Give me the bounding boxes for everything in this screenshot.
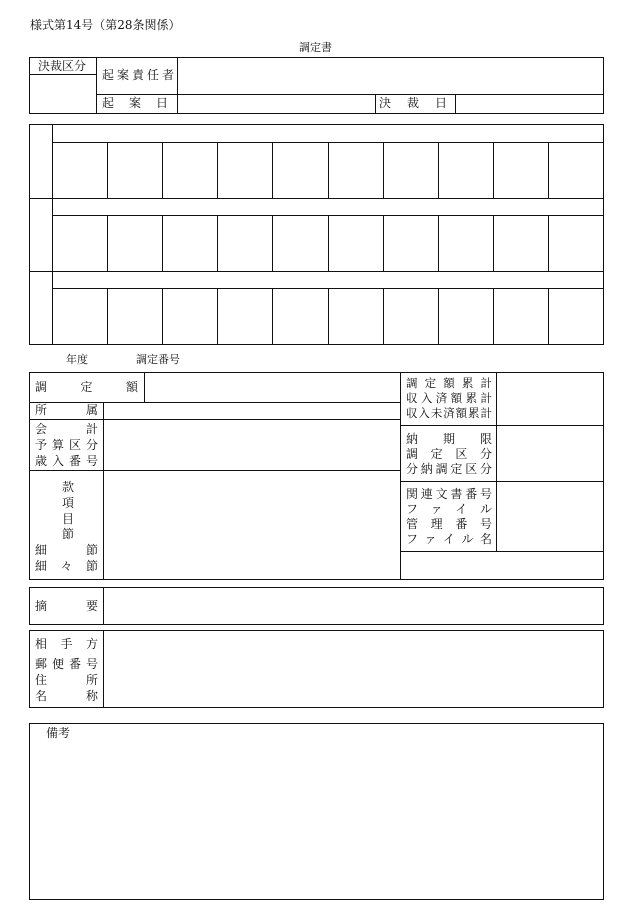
label-char: 号 <box>85 454 98 468</box>
label-char: 額 <box>450 391 463 405</box>
label-char: 収 <box>406 391 418 405</box>
nendo-label: 年度 <box>66 353 88 366</box>
label-char: 計 <box>480 391 492 405</box>
grid-divider <box>162 142 163 198</box>
label-char: 計 <box>85 422 98 436</box>
kessai-kubun-label: 決裁区分 <box>38 59 87 73</box>
meisho-label <box>35 690 98 703</box>
label-char: 調 <box>406 376 418 390</box>
tekiyo-label <box>35 600 98 613</box>
label-char: 任 <box>146 68 159 82</box>
label-char: 属 <box>85 403 98 417</box>
grid-divider <box>272 288 273 344</box>
label-char: 入 <box>420 391 433 405</box>
label-char: 相 <box>35 637 48 651</box>
label-char: ル <box>461 532 474 546</box>
label-char: 書 <box>450 487 463 501</box>
label-char: 定 <box>424 376 437 390</box>
label-char: 調 <box>35 380 48 394</box>
label-char: 所 <box>85 673 98 687</box>
grid-divider <box>328 142 329 198</box>
grid-divider <box>107 288 108 344</box>
label-char: 納 <box>420 462 433 476</box>
label-char: 会 <box>35 422 48 436</box>
saisaisetsu-label <box>35 560 98 573</box>
kaikei-label <box>35 423 98 436</box>
label-char: 決 <box>379 96 392 110</box>
label-char: 起 <box>102 68 115 82</box>
label-char: イ <box>442 532 455 546</box>
label-char: 済 <box>443 406 455 420</box>
grid-divider <box>107 142 108 198</box>
label-char: 調 <box>435 462 448 476</box>
file-mei-label <box>406 533 492 546</box>
label-char: 累 <box>461 376 474 390</box>
label-char: 分 <box>85 438 98 452</box>
label-char: 計 <box>480 376 492 390</box>
label-char: 関 <box>406 487 419 501</box>
grid-divider <box>383 142 384 198</box>
kian-sekininsha-label <box>102 69 174 82</box>
grid-divider <box>548 288 549 344</box>
label-char: 連 <box>420 487 433 501</box>
grid-divider <box>217 288 218 344</box>
party-box <box>29 630 604 708</box>
label-char: ル <box>479 502 492 516</box>
label-char: 節 <box>85 559 98 573</box>
label-char: 節 <box>85 543 98 557</box>
label-char: 名 <box>35 689 48 703</box>
biko-box <box>29 723 604 900</box>
label-char: 手 <box>60 637 73 651</box>
label-char: 日 <box>434 96 447 110</box>
chotei-ruikei-label <box>406 377 492 390</box>
label-char: 歳 <box>35 454 48 468</box>
label-char: 分 <box>479 462 492 476</box>
detail-box <box>29 372 604 580</box>
label-char: 計 <box>480 406 492 420</box>
label-char: 済 <box>435 391 448 405</box>
shozoku-label <box>35 404 98 417</box>
grid-divider <box>272 142 273 198</box>
grid-divider <box>383 288 384 344</box>
label-char: 案 <box>116 68 129 82</box>
label-char: 摘 <box>35 599 48 613</box>
label-char: 定 <box>450 462 463 476</box>
label-char: 納 <box>406 432 419 446</box>
label-char: 文 <box>435 487 448 501</box>
label-char: 収 <box>406 406 418 420</box>
setsu-label: 節 <box>62 527 75 541</box>
label-char: 累 <box>468 406 480 420</box>
label-char: 調 <box>406 447 419 461</box>
label-char: 入 <box>51 454 64 468</box>
kan-label: 款 <box>62 480 75 494</box>
grid-divider <box>493 288 494 344</box>
kanren-bunsho-label <box>406 488 492 501</box>
label-char: 号 <box>479 517 492 531</box>
label-char: 未 <box>430 406 443 420</box>
grid-divider <box>493 142 494 198</box>
grid-divider <box>328 288 329 344</box>
kou-label: 項 <box>62 496 75 510</box>
shunyu-misai-ruikei-label <box>406 407 492 420</box>
kian-bi-label <box>102 97 168 110</box>
label-char: 限 <box>479 432 492 446</box>
nouki-label <box>406 433 492 446</box>
label-char: 番 <box>68 454 81 468</box>
jusho-label <box>35 674 98 687</box>
shunyu-sumi-ruikei-label <box>406 392 492 405</box>
label-char: 号 <box>85 657 98 671</box>
label-char: 番 <box>455 517 468 531</box>
label-char: 番 <box>465 487 478 501</box>
label-char: 番 <box>68 657 81 671</box>
grid-divider <box>438 215 439 271</box>
grid-divider <box>493 215 494 271</box>
file-kanri-label-2 <box>406 518 492 531</box>
bunno-chotei-kubun-label <box>406 463 492 476</box>
grid-divider <box>328 215 329 271</box>
grid-divider <box>107 215 108 271</box>
grid-divider <box>383 215 384 271</box>
label-char: 期 <box>442 432 455 446</box>
chotei-gaku-label <box>35 381 138 394</box>
label-char: 分 <box>406 462 419 476</box>
label-char: 額 <box>443 376 455 390</box>
label-char: 管 <box>406 517 419 531</box>
label-char: 入 <box>418 406 430 420</box>
label-char: 分 <box>479 447 492 461</box>
label-char: ァ <box>424 532 437 546</box>
label-char: フ <box>406 532 419 546</box>
label-char: 号 <box>479 487 492 501</box>
page-title: 調定書 <box>299 41 332 54</box>
label-char: 予 <box>35 438 48 452</box>
label-char: 責 <box>131 68 144 82</box>
label-char: 名 <box>479 532 492 546</box>
label-char: 区 <box>68 438 81 452</box>
label-char: 区 <box>455 447 468 461</box>
label-char: 所 <box>35 403 48 417</box>
moku-label: 目 <box>62 512 75 526</box>
grid-divider <box>217 142 218 198</box>
label-char: ァ <box>430 502 443 516</box>
sainyu-bango-label <box>35 455 98 468</box>
label-char: 細 <box>35 559 48 573</box>
label-char: 累 <box>465 391 478 405</box>
file-kanri-label-1 <box>406 503 492 516</box>
label-char: 額 <box>455 406 468 420</box>
chotei-bango-label: 調定番号 <box>136 353 180 366</box>
label-char: イ <box>455 502 468 516</box>
label-char: 裁 <box>406 96 419 110</box>
approval-box <box>29 57 604 114</box>
label-char: 起 <box>102 96 115 110</box>
label-char: 額 <box>125 380 138 394</box>
label-char: 区 <box>465 462 478 476</box>
label-char: 郵 <box>35 657 48 671</box>
label-char: 定 <box>80 380 93 394</box>
aitegata-label <box>35 638 98 651</box>
label-char: 算 <box>51 438 64 452</box>
tekiyo-box <box>29 587 604 625</box>
yosan-kubun-label <box>35 439 98 452</box>
label-char: 称 <box>85 689 98 703</box>
grid-divider <box>438 288 439 344</box>
label-char: フ <box>406 502 419 516</box>
label-char: 々 <box>60 559 73 573</box>
saisetsu-label <box>35 544 98 557</box>
grid-divider <box>548 142 549 198</box>
label-char: 住 <box>35 673 48 687</box>
grid-divider <box>548 215 549 271</box>
kessai-bi-label <box>379 97 447 110</box>
yubin-label <box>35 658 98 671</box>
grid-divider <box>272 215 273 271</box>
stamp-grid <box>29 124 604 345</box>
label-char: 案 <box>128 96 141 110</box>
label-char: 要 <box>85 599 98 613</box>
grid-divider <box>162 215 163 271</box>
label-char: 定 <box>430 447 443 461</box>
grid-divider <box>162 288 163 344</box>
label-char: 方 <box>85 637 98 651</box>
label-char: 便 <box>51 657 64 671</box>
label-char: 理 <box>430 517 443 531</box>
form-number: 様式第14号（第28条関係） <box>30 18 181 32</box>
label-char: 細 <box>35 543 48 557</box>
chotei-kubun-label <box>406 448 492 461</box>
biko-label: 備考 <box>46 726 71 740</box>
grid-divider <box>217 215 218 271</box>
label-char: 日 <box>155 96 168 110</box>
grid-divider <box>438 142 439 198</box>
label-char: 者 <box>161 68 174 82</box>
